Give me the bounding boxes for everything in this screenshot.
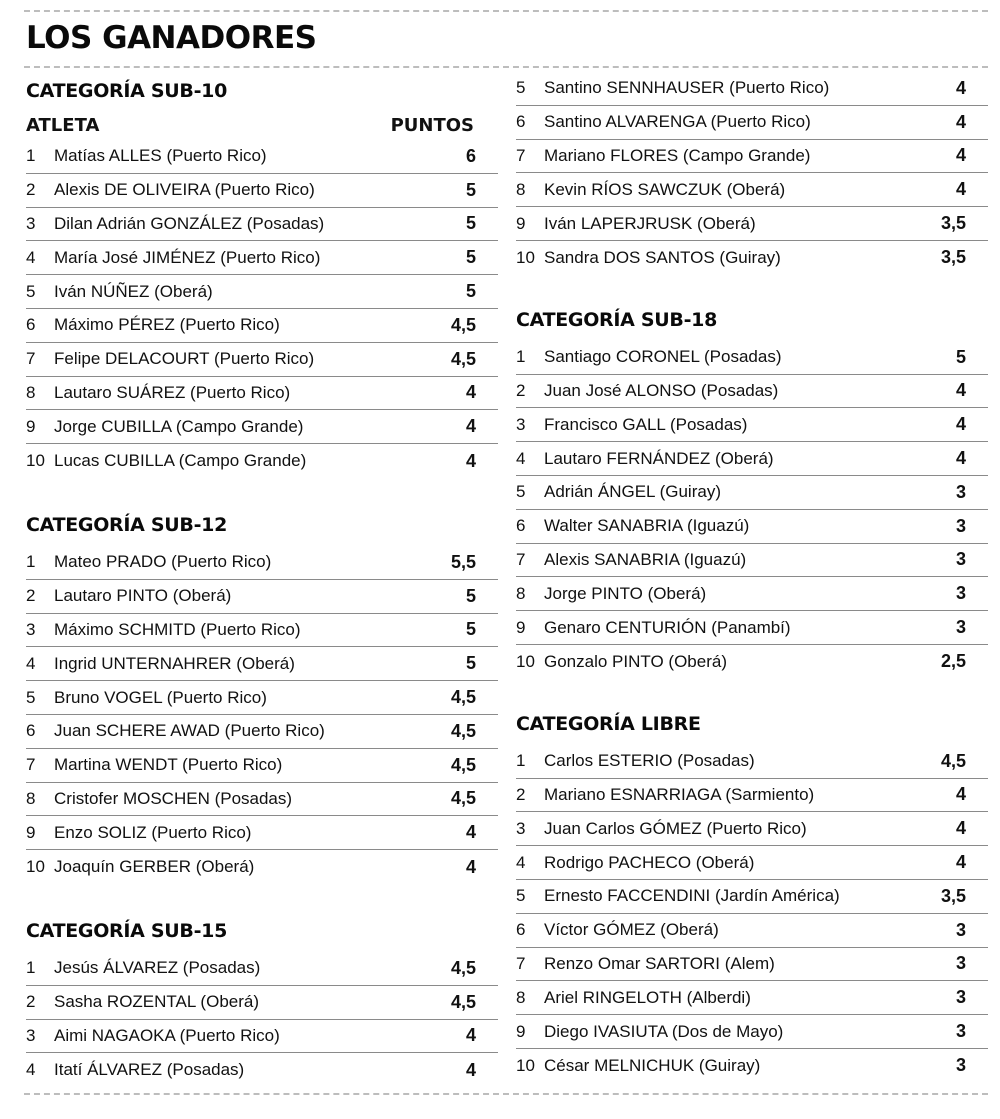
table-row	[516, 1049, 988, 1083]
table-row	[26, 986, 498, 1020]
table-row	[26, 614, 498, 648]
points-value: 4,5	[450, 788, 476, 809]
rank-number: 7	[516, 953, 526, 973]
rank-number: 1	[26, 958, 36, 978]
athlete-name: Joaquín GERBER (Oberá)	[54, 857, 255, 877]
points-value: 5	[955, 346, 966, 367]
athlete-name: Lautaro PINTO (Oberá)	[54, 586, 232, 606]
points-value: 4	[465, 822, 476, 843]
points-value: 3	[955, 919, 966, 940]
rank-number: 4	[26, 653, 36, 673]
athlete-header: ATLETA	[26, 114, 100, 136]
rank-number: 10	[26, 451, 45, 471]
points-value: 4,5	[450, 720, 476, 741]
athlete-name: Jesús ÁLVAREZ (Posadas)	[54, 958, 261, 978]
table-row	[516, 207, 988, 241]
points-value: 4,5	[450, 314, 476, 335]
table-row	[26, 850, 498, 884]
points-value: 4	[955, 111, 966, 132]
athlete-name: Kevin RÍOS SAWCZUK (Oberá)	[544, 179, 786, 199]
athlete-name: César MELNICHUK (Guiray)	[544, 1055, 761, 1075]
athlete-name: Santiago CORONEL (Posadas)	[544, 347, 782, 367]
table-row	[516, 611, 988, 645]
table-row	[26, 783, 498, 817]
rank-number: 10	[26, 857, 45, 877]
points-value: 3	[955, 617, 966, 638]
athlete-name: Juan Carlos GÓMEZ (Puerto Rico)	[544, 818, 807, 838]
rank-number: 8	[516, 583, 526, 603]
athlete-name: Juan José ALONSO (Posadas)	[544, 380, 779, 400]
table-row	[516, 948, 988, 982]
table-row	[26, 715, 498, 749]
points-value: 6	[465, 145, 476, 166]
points-value: 4	[465, 1025, 476, 1046]
points-value: 3	[955, 481, 966, 502]
table-row	[516, 544, 988, 578]
results-list	[516, 72, 988, 275]
athlete-name: Ariel RINGELOTH (Alberdi)	[544, 987, 751, 1007]
rank-number: 5	[26, 687, 36, 707]
table-row	[516, 1015, 988, 1049]
page-title: LOS GANADORES	[26, 20, 317, 56]
points-value: 3	[955, 583, 966, 604]
athlete-name: Alexis DE OLIVEIRA (Puerto Rico)	[54, 180, 315, 200]
points-value: 5,5	[450, 551, 476, 572]
points-value: 2,5	[940, 651, 966, 672]
category-sub15-part1	[26, 916, 498, 1087]
rank-number: 1	[516, 751, 526, 771]
table-row	[516, 645, 988, 679]
rank-number: 4	[26, 247, 36, 267]
points-value: 3	[955, 1055, 966, 1076]
table-row	[516, 981, 988, 1015]
points-value: 3	[955, 953, 966, 974]
category-libre	[516, 709, 988, 1083]
rank-number: 10	[516, 651, 535, 671]
rank-number: 3	[26, 1025, 36, 1045]
athlete-name: Matías ALLES (Puerto Rico)	[54, 146, 267, 166]
athlete-name: Iván NÚÑEZ (Oberá)	[54, 281, 213, 301]
athlete-name: Sandra DOS SANTOS (Guiray)	[544, 247, 781, 267]
table-row	[26, 309, 498, 343]
rank-number: 10	[516, 247, 535, 267]
rank-number: 8	[516, 179, 526, 199]
rank-number: 8	[26, 788, 36, 808]
results-list	[516, 745, 988, 1083]
points-value: 3	[955, 549, 966, 570]
points-value: 5	[465, 213, 476, 234]
athlete-name: María José JIMÉNEZ (Puerto Rico)	[54, 247, 321, 267]
table-row	[516, 914, 988, 948]
points-value: 4,5	[450, 754, 476, 775]
category-title: CATEGORÍA LIBRE	[516, 712, 701, 735]
points-value: 4	[465, 416, 476, 437]
rank-number: 7	[516, 549, 526, 569]
rank-number: 9	[516, 213, 526, 233]
points-value: 3,5	[940, 247, 966, 268]
athlete-name: Cristofer MOSCHEN (Posadas)	[54, 788, 293, 808]
bottom-dashed-divider	[24, 1093, 988, 1095]
rank-number: 7	[516, 145, 526, 165]
table-row	[516, 476, 988, 510]
points-value: 5	[465, 585, 476, 606]
title-dashed-divider	[24, 66, 988, 68]
table-row	[26, 681, 498, 715]
rank-number: 3	[26, 213, 36, 233]
rank-number: 8	[516, 987, 526, 1007]
rank-number: 5	[516, 886, 526, 906]
table-row	[26, 241, 498, 275]
table-row	[26, 377, 498, 411]
points-value: 3,5	[940, 885, 966, 906]
points-value: 4,5	[450, 348, 476, 369]
category-title: CATEGORÍA SUB-15	[26, 919, 227, 942]
rank-number: 2	[26, 992, 36, 1012]
points-value: 4,5	[450, 957, 476, 978]
athlete-name: Mariano ESNARRIAGA (Sarmiento)	[544, 784, 815, 804]
rank-number: 1	[26, 552, 36, 572]
category-sub18	[516, 305, 988, 679]
rank-number: 2	[516, 784, 526, 804]
athlete-name: Ernesto FACCENDINI (Jardín América)	[544, 886, 840, 906]
rank-number: 1	[26, 146, 36, 166]
athlete-name: Lucas CUBILLA (Campo Grande)	[54, 451, 307, 471]
category-title: CATEGORÍA SUB-12	[26, 513, 227, 536]
athlete-name: Enzo SOLIZ (Puerto Rico)	[54, 822, 252, 842]
table-row	[516, 846, 988, 880]
points-value: 4,5	[450, 991, 476, 1012]
rank-number: 3	[516, 818, 526, 838]
athlete-name: Aimi NAGAOKA (Puerto Rico)	[54, 1025, 280, 1045]
athlete-name: Iván LAPERJRUSK (Oberá)	[544, 213, 756, 233]
rank-number: 6	[516, 920, 526, 940]
athlete-name: Diego IVASIUTA (Dos de Mayo)	[544, 1021, 784, 1041]
top-dashed-divider	[24, 10, 988, 12]
table-row	[26, 749, 498, 783]
athlete-name: Máximo PÉREZ (Puerto Rico)	[54, 315, 280, 335]
results-list	[26, 952, 498, 1087]
rank-number: 2	[516, 380, 526, 400]
athlete-name: Mateo PRADO (Puerto Rico)	[54, 552, 272, 572]
athlete-name: Ingrid UNTERNAHRER (Oberá)	[54, 653, 295, 673]
points-value: 4	[465, 1059, 476, 1080]
table-row	[516, 106, 988, 140]
rank-number: 3	[26, 619, 36, 639]
athlete-name: Mariano FLORES (Campo Grande)	[544, 145, 811, 165]
athlete-name: Sasha ROZENTAL (Oberá)	[54, 992, 260, 1012]
rank-number: 6	[26, 315, 36, 335]
table-row	[26, 140, 498, 174]
rank-number: 2	[26, 586, 36, 606]
rank-number: 5	[516, 482, 526, 502]
athlete-name: Renzo Omar SARTORI (Alem)	[544, 953, 775, 973]
table-row	[26, 343, 498, 377]
rank-number: 3	[516, 414, 526, 434]
rank-number: 9	[26, 822, 36, 842]
athlete-name: Santino SENNHAUSER (Puerto Rico)	[544, 78, 830, 98]
athlete-name: Bruno VOGEL (Puerto Rico)	[54, 687, 267, 707]
points-value: 4	[955, 145, 966, 166]
table-row	[516, 140, 988, 174]
points-value: 4	[955, 380, 966, 401]
rank-number: 6	[516, 516, 526, 536]
points-value: 4	[955, 414, 966, 435]
rank-number: 5	[516, 78, 526, 98]
rank-number: 8	[26, 382, 36, 402]
athlete-name: Carlos ESTERIO (Posadas)	[544, 751, 755, 771]
points-value: 4	[955, 784, 966, 805]
points-value: 4	[955, 179, 966, 200]
table-row	[26, 174, 498, 208]
category-sub12	[26, 510, 498, 884]
table-row	[516, 408, 988, 442]
rank-number: 2	[26, 180, 36, 200]
rank-number: 7	[26, 349, 36, 369]
athlete-name: Felipe DELACOURT (Puerto Rico)	[54, 349, 315, 369]
rank-number: 4	[516, 852, 526, 872]
athlete-name: Walter SANABRIA (Iguazú)	[544, 516, 750, 536]
athlete-name: Martina WENDT (Puerto Rico)	[54, 755, 283, 775]
table-row	[516, 880, 988, 914]
rank-number: 1	[516, 347, 526, 367]
results-list	[26, 546, 498, 884]
table-row	[26, 1020, 498, 1054]
athlete-name: Adrián ÁNGEL (Guiray)	[544, 482, 721, 502]
athlete-name: Rodrigo PACHECO (Oberá)	[544, 852, 755, 872]
rank-number: 9	[26, 416, 36, 436]
rank-number: 6	[516, 112, 526, 132]
points-value: 3	[955, 987, 966, 1008]
points-header: PUNTOS	[390, 114, 474, 136]
table-row	[516, 442, 988, 476]
table-row	[516, 577, 988, 611]
category-title: CATEGORÍA SUB-18	[516, 308, 717, 331]
table-row	[26, 816, 498, 850]
table-row	[516, 375, 988, 409]
athlete-name: Itatí ÁLVAREZ (Posadas)	[54, 1060, 245, 1080]
athlete-name: Jorge CUBILLA (Campo Grande)	[54, 416, 304, 436]
table-row	[26, 444, 498, 478]
points-value: 4,5	[450, 687, 476, 708]
right-column	[516, 72, 988, 1113]
left-column	[26, 76, 498, 1119]
rank-number: 10	[516, 1055, 535, 1075]
athlete-name: Máximo SCHMITD (Puerto Rico)	[54, 619, 301, 639]
table-row	[516, 72, 988, 106]
athlete-name: Francisco GALL (Posadas)	[544, 414, 748, 434]
table-row	[26, 546, 498, 580]
athlete-name: Gonzalo PINTO (Oberá)	[544, 651, 727, 671]
points-value: 4,5	[940, 750, 966, 771]
results-list	[516, 341, 988, 679]
points-value: 4	[955, 77, 966, 98]
rank-number: 7	[26, 755, 36, 775]
points-value: 3	[955, 515, 966, 536]
rank-number: 4	[516, 448, 526, 468]
athlete-name: Lautaro SUÁREZ (Puerto Rico)	[54, 382, 291, 402]
athlete-name: Juan SCHERE AWAD (Puerto Rico)	[54, 721, 325, 741]
rank-number: 5	[26, 281, 36, 301]
points-value: 5	[465, 619, 476, 640]
points-value: 3	[955, 1021, 966, 1042]
points-value: 5	[465, 247, 476, 268]
athlete-name: Genaro CENTURIÓN (Panambí)	[544, 617, 791, 637]
athlete-name: Lautaro FERNÁNDEZ (Oberá)	[544, 448, 774, 468]
athlete-name: Víctor GÓMEZ (Oberá)	[544, 920, 719, 940]
table-row	[26, 208, 498, 242]
points-value: 5	[465, 281, 476, 302]
table-row	[26, 952, 498, 986]
table-row	[26, 580, 498, 614]
table-row	[516, 779, 988, 813]
table-row	[516, 510, 988, 544]
table-row	[26, 1053, 498, 1087]
category-title: CATEGORÍA SUB-10	[26, 80, 227, 102]
table-row	[516, 812, 988, 846]
rank-number: 9	[516, 1021, 526, 1041]
table-row	[26, 410, 498, 444]
category-sub10	[26, 76, 498, 478]
table-row	[516, 173, 988, 207]
points-value: 4	[955, 852, 966, 873]
athlete-name: Dilan Adrián GONZÁLEZ (Posadas)	[54, 213, 325, 233]
points-value: 4	[465, 856, 476, 877]
table-row	[516, 241, 988, 275]
athlete-name: Alexis SANABRIA (Iguazú)	[544, 549, 747, 569]
category-sub15-part2	[516, 72, 988, 275]
points-value: 3,5	[940, 213, 966, 234]
athlete-name: Santino ALVARENGA (Puerto Rico)	[544, 112, 811, 132]
points-value: 5	[465, 653, 476, 674]
points-value: 4	[465, 382, 476, 403]
table-row	[516, 341, 988, 375]
points-value: 5	[465, 179, 476, 200]
table-row	[26, 647, 498, 681]
results-list	[26, 140, 498, 478]
athlete-name: Jorge PINTO (Oberá)	[544, 583, 707, 603]
rank-number: 9	[516, 617, 526, 637]
rank-number: 4	[26, 1060, 36, 1080]
points-value: 4	[955, 818, 966, 839]
column-headers	[26, 110, 498, 140]
table-row	[516, 745, 988, 779]
points-value: 4	[955, 448, 966, 469]
rank-number: 6	[26, 721, 36, 741]
table-row	[26, 275, 498, 309]
points-value: 4	[465, 450, 476, 471]
